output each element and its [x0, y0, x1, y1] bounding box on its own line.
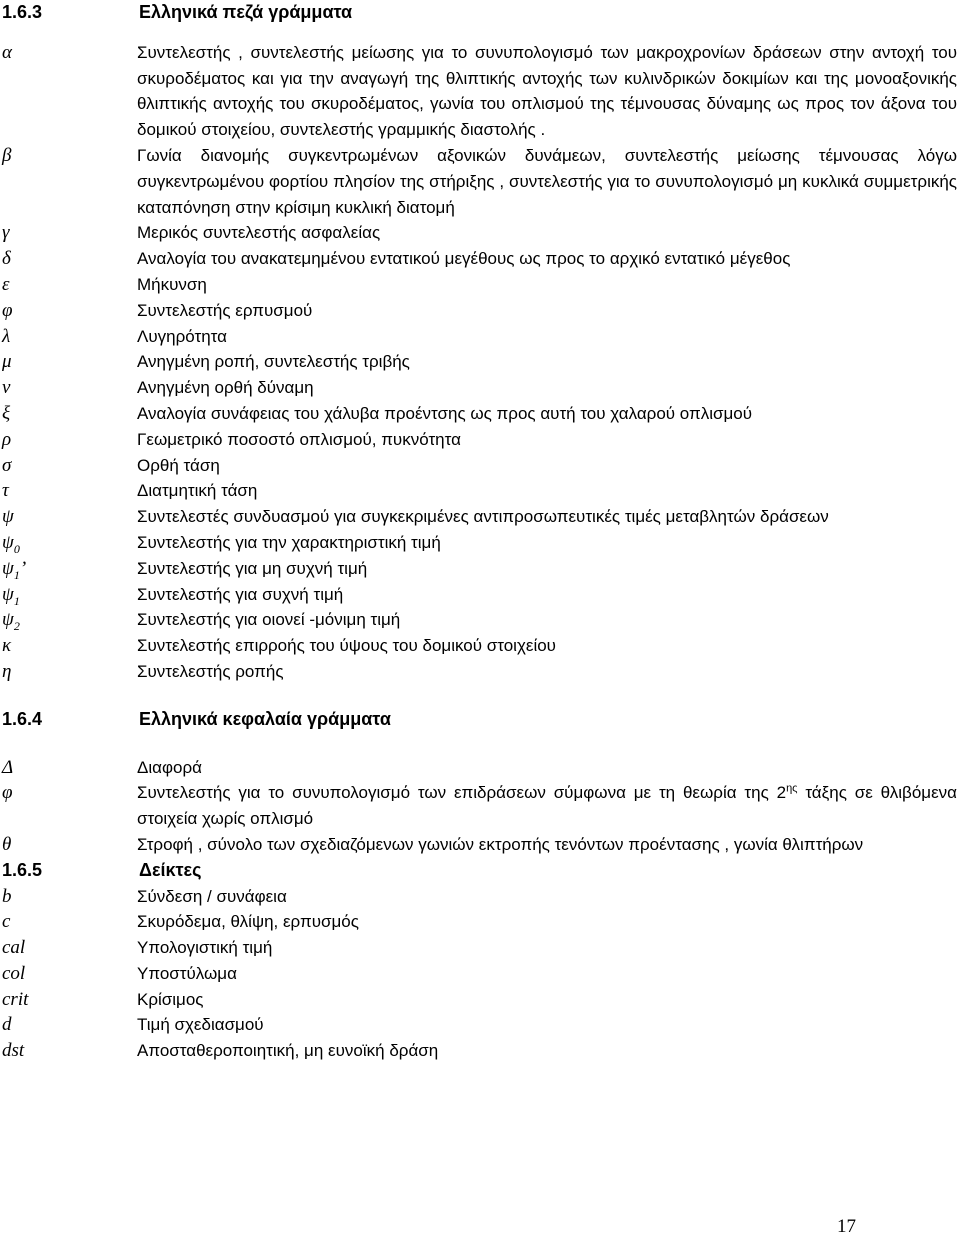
- symbol: η: [2, 660, 12, 682]
- section-heading-uppercase: [0, 707, 960, 733]
- symbol-row: [0, 143, 960, 220]
- ordinal-superscript: ης: [786, 782, 798, 795]
- symbol-description: Λυγηρότητα: [137, 326, 227, 346]
- symbol-base: ψ: [2, 531, 14, 553]
- symbol: γ: [2, 222, 10, 244]
- symbol: λ: [2, 325, 11, 347]
- symbol-row: [0, 780, 960, 832]
- symbol-description: Ανηγμένη ροπή, συντελεστής τριβής: [137, 352, 410, 372]
- index-description: Αποσταθεροποιητική, μη ευνοϊκή δράση: [137, 1041, 439, 1061]
- index-symbol: crit: [2, 988, 29, 1010]
- symbol-description: [137, 780, 957, 832]
- index-row: [0, 961, 960, 987]
- symbol-description: Συντελεστής ροπής: [137, 661, 284, 681]
- symbol: ρ: [2, 428, 12, 450]
- symbol-description: Συντελεστές συνδυασμού για συγκεκριμένες αντιπροσωπευτικές τιμές μεταβλητών δράσεων: [137, 507, 829, 527]
- symbol-description: Συντελεστής επιρροής του ύψους του δομικού στοιχείου: [137, 636, 556, 656]
- symbol: [0, 556, 137, 582]
- symbol-row: [0, 582, 960, 608]
- index-row: [0, 1012, 960, 1038]
- section-number: 1.6.3: [2, 2, 43, 22]
- symbol-description: Συντελεστής για οιονεί -μόνιμη τιμή: [137, 610, 401, 630]
- symbol-row: [0, 349, 960, 375]
- symbol-base: ψ: [2, 557, 14, 579]
- description-text: Συντελεστής για το συνυπολογισμό των επιδράσεων σύμφωνα με τη θεωρία της 2: [137, 783, 787, 803]
- index-description: Υποστύλωμα: [137, 963, 237, 983]
- index-row: [0, 1038, 960, 1064]
- symbol-base: ψ: [2, 609, 14, 631]
- symbol-description: Διαφορά: [137, 757, 202, 777]
- symbol-row: [0, 375, 960, 401]
- symbol-subscript: 1: [13, 593, 20, 608]
- symbol-row: [0, 556, 960, 582]
- symbol-subscript: 0: [13, 541, 20, 556]
- symbol-prime: ’: [19, 557, 27, 579]
- symbol-row: [0, 220, 960, 246]
- symbol-description: Συντελεστής ερπυσμού: [137, 300, 313, 320]
- symbol-row: [0, 401, 960, 427]
- symbol: φ: [2, 299, 13, 321]
- symbol: ξ: [2, 402, 11, 424]
- symbol-row: [0, 298, 960, 324]
- description-text: τάξης σε θλιβόμενα στοιχεία χωρίς οπλισμό: [137, 783, 957, 829]
- symbol-row: [0, 453, 960, 479]
- symbol: μ: [2, 351, 12, 373]
- symbol: ε: [2, 273, 10, 295]
- symbol: ψ: [2, 506, 14, 528]
- symbol-description: Γωνία διανομής συγκεντρωμένων αξονικών δυνάμεων, συντελεστής μείωσης τέμνουσας λόγω συγκεντρωμένου φορτίου πλησίον της στήριξης , συντελεστής για το συνυπολογισμό μη κυκλικά συμμετρικής καταπόνηση στην κρίσιμη κυκλική διατομή: [137, 145, 957, 217]
- symbol-row: [0, 832, 960, 858]
- symbol-row: [0, 272, 960, 298]
- symbol: φ: [2, 782, 13, 804]
- section-title: Δείκτες: [139, 859, 202, 880]
- symbol: β: [2, 144, 12, 166]
- index-description: Σκυρόδεμα, θλίψη, ερπυσμός: [137, 912, 359, 932]
- symbol-description: Στροφή , σύνολο των σχεδιαζόμενων γωνιών εκτροπής τενόντων προέντασης , γωνία θλιπτήρων: [137, 834, 864, 854]
- symbol-description: Συντελεστής για συχνή τιμή: [137, 584, 344, 604]
- symbol: τ: [2, 480, 9, 502]
- section-heading-lowercase: [0, 0, 960, 26]
- symbol-subscript: 1: [13, 567, 20, 582]
- symbol-row: [0, 478, 960, 504]
- symbol-row: [0, 40, 960, 143]
- symbol-subscript: 2: [13, 619, 20, 634]
- symbol: δ: [2, 248, 11, 270]
- index-symbol: dst: [2, 1040, 25, 1062]
- index-row: [0, 935, 960, 961]
- index-symbol: c: [2, 911, 11, 933]
- index-description: Τιμή σχεδιασμού: [137, 1015, 264, 1035]
- symbol-description: Αναλογία του ανακατεμημένου εντατικού μεγέθους ως προς το αρχικό εντατικό μέγεθος: [137, 249, 791, 269]
- symbol-description: Συντελεστής , συντελεστής μείωσης για το συνυπολογισμό των μακροχρονίων δράσεων στην αντοχή του σκυροδέματος και για την αναγωγή της θλιπτικής αντοχής των κυλινδρικών δοκιμίων και της μονοαξονικής θλιπτικής αντοχής του σκυροδέματος, γωνία του οπλισμού της τέμνουσας δύναμης ως προς τον άξονα του δομικού στοιχείου, συντελεστής γραμμικής διαστολής .: [137, 42, 957, 140]
- section-title: Ελληνικά πεζά γράμματα: [139, 2, 353, 22]
- index-symbol: d: [2, 1014, 12, 1036]
- symbol-description: Μήκυνση: [137, 274, 207, 294]
- symbol: [0, 530, 137, 556]
- index-list: [0, 884, 960, 1065]
- symbol: κ: [2, 635, 12, 657]
- symbol: σ: [2, 454, 12, 476]
- symbol-base: ψ: [2, 583, 14, 605]
- symbol-row: [0, 633, 960, 659]
- symbol: [0, 607, 137, 633]
- index-symbol: cal: [2, 937, 26, 959]
- symbol: α: [2, 41, 12, 63]
- symbol-row: [0, 504, 960, 530]
- symbol-description: Διατμητική τάση: [137, 481, 258, 501]
- index-row: [0, 987, 960, 1013]
- symbol-description: Συντελεστής για μη συχνή τιμή: [137, 558, 368, 578]
- index-description: Υπολογιστική τιμή: [137, 938, 273, 958]
- symbol-description: Αναλογία συνάφειας του χάλυβα προέντσης ως προς αυτή του χαλαρού οπλισμού: [137, 403, 753, 423]
- symbol: θ: [2, 833, 12, 855]
- symbol: [0, 582, 137, 608]
- symbol-description: Μερικός συντελεστής ασφαλείας: [137, 223, 381, 243]
- symbol-row: [0, 607, 960, 633]
- lowercase-symbol-list: [0, 40, 960, 685]
- index-symbol: b: [2, 885, 12, 907]
- index-symbol: col: [2, 962, 26, 984]
- symbol-row: [0, 246, 960, 272]
- symbol-row: [0, 530, 960, 556]
- symbol-row: [0, 324, 960, 350]
- section-number: 1.6.5: [2, 859, 43, 880]
- symbol-description: Συντελεστής για την χαρακτηριστική τιμή: [137, 532, 441, 552]
- symbol-description: Γεωμετρικό ποσοστό οπλισμού, πυκνότητα: [137, 429, 461, 449]
- symbol: Δ: [2, 756, 14, 778]
- index-row: [0, 909, 960, 935]
- index-description: Σύνδεση / συνάφεια: [137, 886, 287, 906]
- section-title: Ελληνικά κεφαλαία γράμματα: [139, 708, 391, 729]
- symbol: ν: [2, 377, 11, 399]
- section-number: 1.6.4: [2, 708, 43, 729]
- symbol-row: [0, 659, 960, 685]
- symbol-description: Ανηγμένη ορθή δύναμη: [137, 378, 314, 398]
- uppercase-symbol-list: [0, 755, 960, 858]
- index-row: [0, 884, 960, 910]
- section-heading-indices: [0, 858, 960, 884]
- symbol-description: Ορθή τάση: [137, 455, 220, 475]
- index-description: Κρίσιμος: [137, 989, 204, 1009]
- symbol-row: [0, 755, 960, 781]
- symbol-row: [0, 427, 960, 453]
- page-number: 17: [837, 1216, 856, 1237]
